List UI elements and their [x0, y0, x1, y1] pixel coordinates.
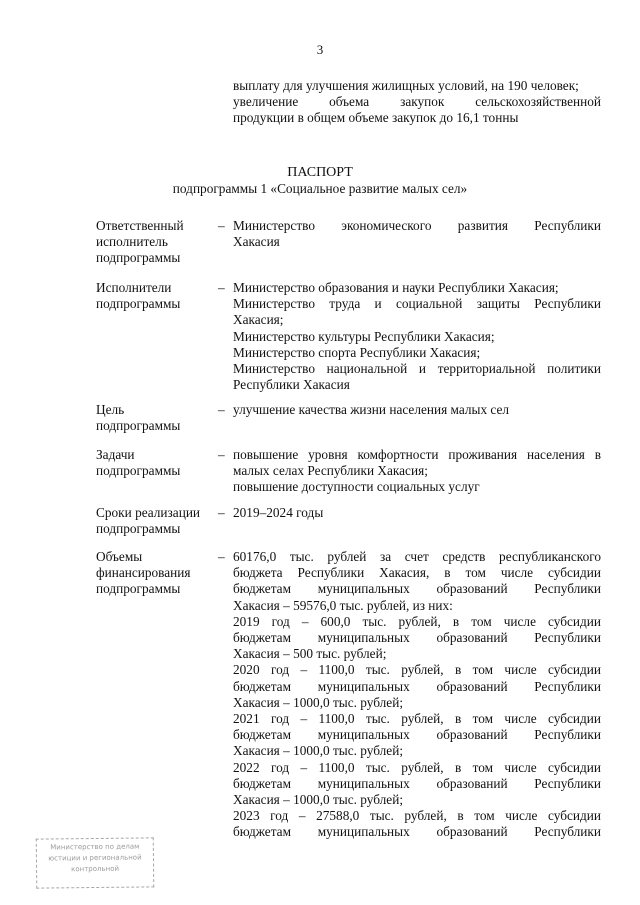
row-value-line: повышение доступности социальных услуг: [233, 479, 480, 495]
intro-line: увеличение объема закупок сельскохозяйственной: [233, 94, 601, 110]
row-label-line: подпрограммы: [96, 418, 181, 434]
row-value-line: бюджетам муниципальных образований Республики: [233, 824, 601, 840]
row-value-line: Хакасия: [233, 234, 280, 250]
row-value-line: 60176,0 тыс. рублей за счет средств республиканского: [233, 549, 601, 564]
row-label: [96, 218, 214, 267]
row-dash: –: [218, 218, 225, 233]
row-label: [96, 505, 214, 537]
row-value-line: Министерство экономического развития Республики: [233, 218, 601, 233]
row-label: [96, 549, 214, 598]
intro-line: выплату для улучшения жилищных условий, на 190 человек;: [233, 78, 579, 93]
row-value-line: 2021 год – 1100,0 тыс. рублей, в том числе субсидии: [233, 711, 601, 727]
row-dash: –: [218, 447, 225, 462]
row-label-line: подпрограммы: [96, 250, 181, 266]
row-value-line: улучшение качества жизни населения малых сел: [233, 402, 510, 417]
row-value: [233, 280, 601, 393]
row-value-line: Хакасия – 1000,0 тыс. рублей;: [233, 792, 404, 808]
row-value-line: Хакасия – 500 тыс. рублей;: [233, 646, 387, 662]
row-dash: –: [218, 549, 225, 564]
document-subtitle: подпрограммы 1 «Социальное развитие малых сел»: [172, 181, 468, 196]
row-value-line: 2019 год – 600,0 тыс. рублей, в том числе субсидии: [233, 613, 601, 629]
row-value-line: бюджетам муниципальных образований Республики: [233, 581, 601, 597]
row-value-line: бюджетам муниципальных образований Республики: [233, 678, 601, 694]
row-value-line: бюджетам муниципальных образований Республики: [233, 775, 601, 791]
row-value-line: 2023 год – 27588,0 тыс. рублей, в том числе субсидии: [233, 808, 601, 824]
row-value-line: Республики Хакасия: [233, 377, 350, 393]
stamp-line: юстиции и региональной: [48, 853, 142, 863]
row-value-line: Министерство культуры Республики Хакасия;: [233, 328, 495, 344]
row-value-line: Министерство национальной и территориальной политики: [233, 361, 601, 377]
row-label-line: подпрограммы: [96, 463, 181, 479]
row-value: [233, 549, 601, 841]
row-label-line: финансирования: [96, 565, 191, 581]
row-value: [233, 218, 601, 250]
row-label: [96, 280, 214, 312]
row-label-line: подпрограммы: [96, 581, 181, 597]
page-number: 3: [316, 42, 324, 57]
document-title: ПАСПОРТ: [287, 165, 353, 180]
row-value-line: Хакасия – 1000,0 тыс. рублей;: [233, 743, 404, 759]
row-value-line: повышение уровня комфортности проживания населения в: [233, 447, 601, 462]
intro-line: продукции в общем объеме закупок до 16,1 тонны: [233, 110, 519, 126]
stamp-line: контрольной: [71, 864, 120, 874]
row-value: [233, 505, 601, 521]
row-value-line: Хакасия – 59576,0 тыс. рублей, из них:: [233, 597, 453, 613]
row-value-line: Министерство спорта Республики Хакасия;: [233, 344, 481, 360]
row-value-line: 2019–2024 годы: [233, 505, 324, 520]
row-label: [96, 447, 214, 479]
row-label-line: исполнитель: [96, 234, 168, 250]
row-value-line: Министерство образования и науки Республики Хакасия;: [233, 280, 559, 295]
row-label-line: Сроки реализации: [96, 505, 201, 520]
row-value: [233, 447, 601, 496]
row-label-line: подпрограммы: [96, 296, 181, 312]
row-label-line: подпрограммы: [96, 521, 181, 537]
row-value-line: 2020 год – 1100,0 тыс. рублей, в том числе субсидии: [233, 662, 601, 678]
row-label: [96, 402, 214, 434]
row-value-line: 2022 год – 1100,0 тыс. рублей, в том числе субсидии: [233, 759, 601, 775]
row-value: [233, 402, 601, 418]
row-label-line: Исполнители: [96, 280, 172, 295]
row-label-line: Цель: [96, 402, 125, 417]
row-value-line: бюджета Республики Хакасия, в том числе субсидии: [233, 565, 601, 581]
row-value-line: Хакасия – 1000,0 тыс. рублей;: [233, 694, 404, 710]
row-value-line: Хакасия;: [233, 312, 284, 328]
row-label-line: Ответственный: [96, 218, 184, 233]
row-dash: –: [218, 280, 225, 295]
stamp-line: Министерство по делам: [50, 842, 140, 852]
registration-stamp: [36, 837, 155, 888]
intro-paragraph: [233, 78, 601, 127]
row-dash: –: [218, 505, 225, 520]
row-value-line: бюджетам муниципальных образований Республики: [233, 727, 601, 743]
row-value-line: малых селах Республики Хакасия;: [233, 463, 428, 479]
row-label-line: Объемы: [96, 549, 143, 564]
row-value-line: Министерство труда и социальной защиты Республики: [233, 296, 601, 312]
row-value-line: бюджетам муниципальных образований Республики: [233, 630, 601, 646]
row-dash: –: [218, 402, 225, 417]
row-label-line: Задачи: [96, 447, 135, 462]
